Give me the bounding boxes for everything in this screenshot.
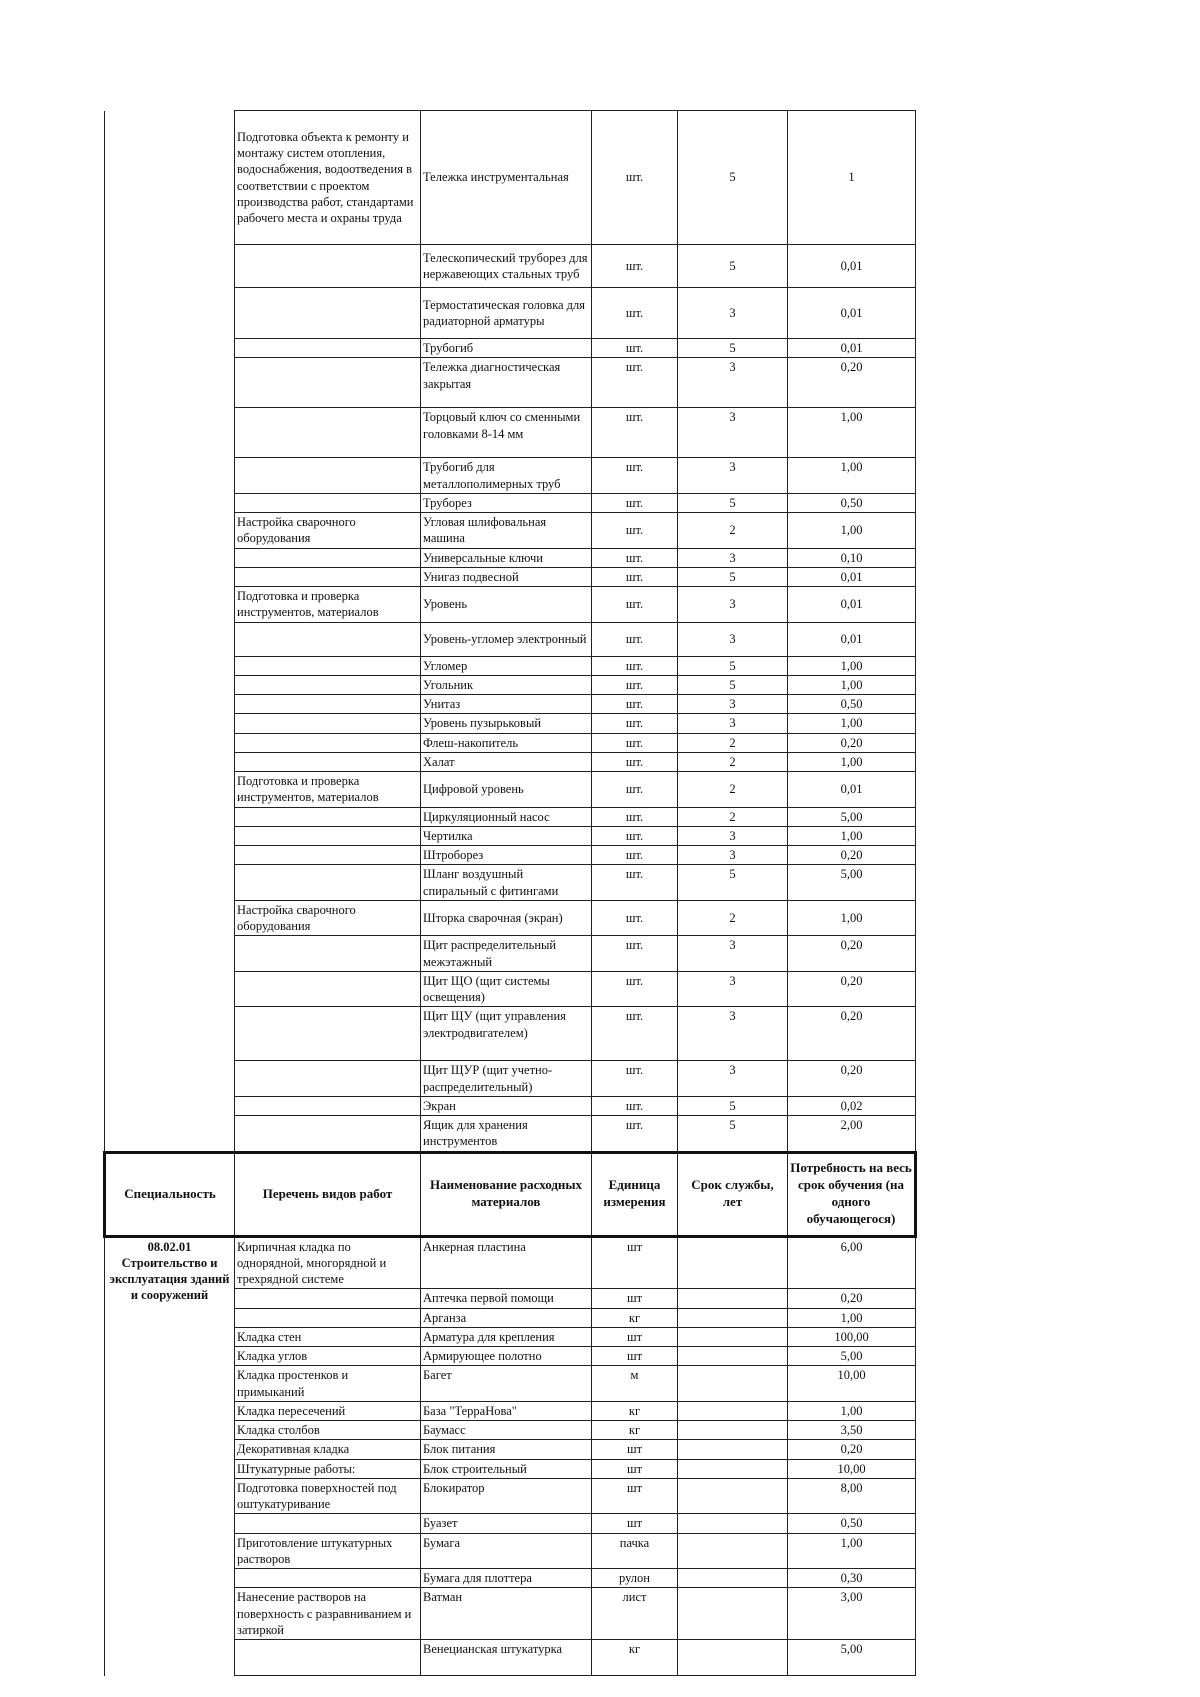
work-type-cell — [235, 971, 421, 1007]
unit-cell: шт — [592, 1459, 678, 1478]
need-cell: 1,00 — [788, 1401, 916, 1420]
material-name-cell: Багет — [421, 1366, 592, 1402]
need-cell: 0,01 — [788, 622, 916, 656]
work-type-cell: Кладка простенков и примыканий — [235, 1366, 421, 1402]
unit-cell: шт. — [592, 772, 678, 808]
work-type-cell — [235, 714, 421, 733]
work-type-cell: Декоративная кладка — [235, 1440, 421, 1459]
table-row — [105, 111, 916, 245]
work-type-cell: Настройка сварочного оборудования — [235, 900, 421, 936]
need-cell: 0,20 — [788, 1440, 916, 1459]
material-name-cell: Трубогиб — [421, 339, 592, 358]
work-type-cell: Подготовка и проверка инструментов, материалов — [235, 772, 421, 808]
table-header — [105, 1152, 916, 1236]
service-life-cell — [678, 1533, 788, 1569]
unit-cell: шт. — [592, 675, 678, 694]
work-type-cell — [235, 358, 421, 408]
material-name-cell: Баумасс — [421, 1421, 592, 1440]
material-name-cell: Экран — [421, 1096, 592, 1115]
need-cell: 0,20 — [788, 1289, 916, 1308]
material-name-cell: Щит ЩУР (щит учетно-распределительный) — [421, 1061, 592, 1097]
work-type-cell: Кладка стен — [235, 1327, 421, 1346]
upper-table-body — [105, 111, 916, 1153]
service-life-cell: 3 — [678, 971, 788, 1007]
unit-cell: шт — [592, 1347, 678, 1366]
material-name-cell: Телескопический труборез для нержавеющих стальных труб — [421, 245, 592, 288]
unit-cell: кг — [592, 1421, 678, 1440]
unit-cell: шт. — [592, 656, 678, 675]
service-life-cell: 2 — [678, 900, 788, 936]
need-cell: 1,00 — [788, 408, 916, 458]
unit-cell: шт. — [592, 826, 678, 845]
need-cell: 0,30 — [788, 1569, 916, 1588]
service-life-cell: 3 — [678, 548, 788, 567]
need-cell: 0,20 — [788, 936, 916, 972]
need-cell: 2,00 — [788, 1116, 916, 1153]
service-life-cell: 3 — [678, 587, 788, 623]
material-name-cell: Циркуляционный насос — [421, 807, 592, 826]
material-name-cell: Тележка диагностическая закрытая — [421, 358, 592, 408]
material-name-cell: Бумага для плоттера — [421, 1569, 592, 1588]
table-row — [105, 1236, 916, 1289]
need-cell: 0,50 — [788, 1514, 916, 1533]
need-cell: 8,00 — [788, 1478, 916, 1514]
unit-cell: шт — [592, 1289, 678, 1308]
need-cell: 3,50 — [788, 1421, 916, 1440]
work-type-cell — [235, 1640, 421, 1676]
header-specialty: Специальность — [105, 1152, 235, 1236]
service-life-cell — [678, 1421, 788, 1440]
unit-cell: шт. — [592, 111, 678, 245]
material-name-cell: Унитаз — [421, 695, 592, 714]
service-life-cell: 2 — [678, 772, 788, 808]
unit-cell: шт. — [592, 807, 678, 826]
material-name-cell: Аптечка первой помощи — [421, 1289, 592, 1308]
service-life-cell — [678, 1569, 788, 1588]
need-cell: 0,20 — [788, 971, 916, 1007]
need-cell: 1,00 — [788, 826, 916, 845]
unit-cell: шт. — [592, 733, 678, 752]
work-type-cell — [235, 567, 421, 586]
work-type-cell — [235, 936, 421, 972]
material-name-cell: Блок питания — [421, 1440, 592, 1459]
unit-cell: шт. — [592, 1061, 678, 1097]
service-life-cell: 3 — [678, 695, 788, 714]
material-name-cell: Шланг воздушный спиральный с фитингами — [421, 865, 592, 901]
unit-cell: шт. — [592, 695, 678, 714]
need-cell: 0,10 — [788, 548, 916, 567]
unit-cell: шт. — [592, 513, 678, 549]
header-works: Перечень видов работ — [235, 1152, 421, 1236]
service-life-cell — [678, 1401, 788, 1420]
need-cell: 0,01 — [788, 245, 916, 288]
service-life-cell — [678, 1236, 788, 1289]
need-cell: 10,00 — [788, 1459, 916, 1478]
material-name-cell: Тележка инструментальная — [421, 111, 592, 245]
work-type-cell: Кладка пересечений — [235, 1401, 421, 1420]
work-type-cell — [235, 752, 421, 771]
service-life-cell — [678, 1347, 788, 1366]
service-life-cell: 5 — [678, 245, 788, 288]
unit-cell: пачка — [592, 1533, 678, 1569]
need-cell: 0,50 — [788, 695, 916, 714]
material-name-cell: Термостатическая головка для радиаторной арматуры — [421, 288, 592, 339]
work-type-cell: Кирпичная кладка по однорядной, многорядной и трехрядной системе — [235, 1236, 421, 1289]
material-name-cell: Щит распределительный межэтажный — [421, 936, 592, 972]
need-cell: 100,00 — [788, 1327, 916, 1346]
header-materials: Наименование расходных материалов — [421, 1152, 592, 1236]
unit-cell: рулон — [592, 1569, 678, 1588]
service-life-cell: 3 — [678, 1061, 788, 1097]
service-life-cell — [678, 1327, 788, 1346]
need-cell: 1,00 — [788, 752, 916, 771]
unit-cell: шт — [592, 1478, 678, 1514]
work-type-cell — [235, 622, 421, 656]
service-life-cell — [678, 1366, 788, 1402]
need-cell: 3,00 — [788, 1588, 916, 1640]
material-name-cell: Буазет — [421, 1514, 592, 1533]
work-type-cell — [235, 1061, 421, 1097]
material-name-cell: Универсальные ключи — [421, 548, 592, 567]
service-life-cell: 5 — [678, 493, 788, 512]
service-life-cell — [678, 1478, 788, 1514]
unit-cell: шт. — [592, 971, 678, 1007]
material-name-cell: Блокиратор — [421, 1478, 592, 1514]
unit-cell: шт. — [592, 900, 678, 936]
work-type-cell — [235, 493, 421, 512]
need-cell: 0,01 — [788, 567, 916, 586]
work-type-cell — [235, 826, 421, 845]
material-name-cell: Флеш-накопитель — [421, 733, 592, 752]
service-life-cell — [678, 1514, 788, 1533]
work-type-cell: Нанесение растворов на поверхность с разравниванием и затиркой — [235, 1588, 421, 1640]
work-type-cell — [235, 408, 421, 458]
work-type-cell — [235, 807, 421, 826]
material-name-cell: Угловая шлифовальная машина — [421, 513, 592, 549]
work-type-cell — [235, 1096, 421, 1115]
service-life-cell: 5 — [678, 1096, 788, 1115]
header-need: Потребность на весь срок обучения (на одного обучающегося) — [788, 1152, 916, 1236]
service-life-cell: 3 — [678, 846, 788, 865]
work-type-cell: Настройка сварочного оборудования — [235, 513, 421, 549]
specialty-name: 08.02.01 Строительство и эксплуатация зданий и сооружений — [105, 1236, 235, 1676]
unit-cell: шт. — [592, 1096, 678, 1115]
unit-cell: шт — [592, 1327, 678, 1346]
need-cell: 5,00 — [788, 1347, 916, 1366]
unit-cell: м — [592, 1366, 678, 1402]
service-life-cell — [678, 1459, 788, 1478]
material-name-cell: Щит ЩО (щит системы освещения) — [421, 971, 592, 1007]
material-name-cell: Труборез — [421, 493, 592, 512]
unit-cell: шт — [592, 1440, 678, 1459]
work-type-cell: Подготовка объекта к ремонту и монтажу систем отопления, водоснабжения, водоотведения в соответствии с проектом производства работ, стандартами рабочего места и охраны труда — [235, 111, 421, 245]
material-name-cell: Халат — [421, 752, 592, 771]
service-life-cell: 3 — [678, 288, 788, 339]
unit-cell: шт. — [592, 567, 678, 586]
service-life-cell: 2 — [678, 807, 788, 826]
service-life-cell: 5 — [678, 111, 788, 245]
work-type-cell — [235, 865, 421, 901]
service-life-cell: 3 — [678, 1007, 788, 1061]
material-name-cell: Арматура для крепления — [421, 1327, 592, 1346]
material-name-cell: Угольник — [421, 675, 592, 694]
service-life-cell: 2 — [678, 752, 788, 771]
service-life-cell: 3 — [678, 408, 788, 458]
work-type-cell — [235, 1514, 421, 1533]
material-name-cell: Венецианская штукатурка — [421, 1640, 592, 1676]
unit-cell: кг — [592, 1401, 678, 1420]
work-type-cell: Штукатурные работы: — [235, 1459, 421, 1478]
need-cell: 5,00 — [788, 865, 916, 901]
material-name-cell: Уровень — [421, 587, 592, 623]
work-type-cell — [235, 1116, 421, 1153]
need-cell: 1 — [788, 111, 916, 245]
need-cell: 1,00 — [788, 656, 916, 675]
service-life-cell: 3 — [678, 826, 788, 845]
service-life-cell: 5 — [678, 675, 788, 694]
unit-cell: шт. — [592, 493, 678, 512]
material-name-cell: Трубогиб для металлополимерных труб — [421, 458, 592, 494]
lower-table-body — [105, 1236, 916, 1676]
service-life-cell — [678, 1308, 788, 1327]
material-name-cell: Угломер — [421, 656, 592, 675]
need-cell: 0,01 — [788, 587, 916, 623]
work-type-cell — [235, 1007, 421, 1061]
unit-cell: шт. — [592, 288, 678, 339]
service-life-cell — [678, 1440, 788, 1459]
work-type-cell — [235, 733, 421, 752]
material-name-cell: Анкерная пластина — [421, 1236, 592, 1289]
need-cell: 0,20 — [788, 1061, 916, 1097]
material-name-cell: Арганза — [421, 1308, 592, 1327]
service-life-cell: 5 — [678, 865, 788, 901]
work-type-cell — [235, 458, 421, 494]
service-life-cell: 3 — [678, 458, 788, 494]
work-type-cell — [235, 245, 421, 288]
work-type-cell — [235, 675, 421, 694]
unit-cell: кг — [592, 1308, 678, 1327]
material-name-cell: Бумага — [421, 1533, 592, 1569]
material-name-cell: Торцовый ключ со сменными головками 8-14 мм — [421, 408, 592, 458]
need-cell: 0,20 — [788, 358, 916, 408]
material-name-cell: Ящик для хранения инструментов — [421, 1116, 592, 1153]
need-cell: 0,01 — [788, 288, 916, 339]
unit-cell: шт. — [592, 339, 678, 358]
work-type-cell: Подготовка и проверка инструментов, материалов — [235, 587, 421, 623]
need-cell: 0,20 — [788, 846, 916, 865]
service-life-cell: 5 — [678, 567, 788, 586]
material-name-cell: Блок строительный — [421, 1459, 592, 1478]
material-name-cell: Ватман — [421, 1588, 592, 1640]
unit-cell: шт. — [592, 587, 678, 623]
unit-cell: шт. — [592, 846, 678, 865]
material-name-cell: Чертилка — [421, 826, 592, 845]
service-life-cell: 3 — [678, 714, 788, 733]
unit-cell: шт. — [592, 245, 678, 288]
work-type-cell — [235, 695, 421, 714]
need-cell: 0,20 — [788, 733, 916, 752]
work-type-cell: Кладка столбов — [235, 1421, 421, 1440]
unit-cell: лист — [592, 1588, 678, 1640]
need-cell: 6,00 — [788, 1236, 916, 1289]
need-cell: 0,01 — [788, 339, 916, 358]
service-life-cell: 2 — [678, 513, 788, 549]
material-name-cell: База "ТерраНова" — [421, 1401, 592, 1420]
service-life-cell: 5 — [678, 339, 788, 358]
service-life-cell: 2 — [678, 733, 788, 752]
service-life-cell: 5 — [678, 656, 788, 675]
service-life-cell: 3 — [678, 622, 788, 656]
work-type-cell — [235, 548, 421, 567]
unit-cell: шт — [592, 1514, 678, 1533]
specialty-cell-empty — [105, 111, 235, 1153]
need-cell: 0,01 — [788, 772, 916, 808]
unit-cell: кг — [592, 1640, 678, 1676]
work-type-cell — [235, 1308, 421, 1327]
need-cell: 1,00 — [788, 513, 916, 549]
need-cell: 10,00 — [788, 1366, 916, 1402]
work-type-cell: Кладка углов — [235, 1347, 421, 1366]
need-cell: 5,00 — [788, 1640, 916, 1676]
work-type-cell — [235, 339, 421, 358]
material-name-cell: Штроборез — [421, 846, 592, 865]
unit-cell: шт. — [592, 622, 678, 656]
material-name-cell: Уровень-угломер электронный — [421, 622, 592, 656]
work-type-cell — [235, 846, 421, 865]
header-unit: Единица измерения — [592, 1152, 678, 1236]
unit-cell: шт. — [592, 865, 678, 901]
unit-cell: шт. — [592, 752, 678, 771]
work-type-cell: Приготовление штукатурных растворов — [235, 1533, 421, 1569]
unit-cell: шт. — [592, 1007, 678, 1061]
need-cell: 1,00 — [788, 714, 916, 733]
service-life-cell — [678, 1640, 788, 1676]
material-name-cell: Цифровой уровень — [421, 772, 592, 808]
unit-cell: шт. — [592, 714, 678, 733]
service-life-cell: 3 — [678, 358, 788, 408]
work-type-cell — [235, 1569, 421, 1588]
unit-cell: шт. — [592, 458, 678, 494]
service-life-cell: 5 — [678, 1116, 788, 1153]
unit-cell: шт. — [592, 1116, 678, 1153]
material-name-cell: Щит ЩУ (щит управления электродвигателем) — [421, 1007, 592, 1061]
material-name-cell: Шторка сварочная (экран) — [421, 900, 592, 936]
materials-table — [103, 110, 917, 1676]
unit-cell: шт — [592, 1236, 678, 1289]
work-type-cell — [235, 1289, 421, 1308]
header-life: Срок службы, лет — [678, 1152, 788, 1236]
service-life-cell — [678, 1588, 788, 1640]
unit-cell: шт. — [592, 358, 678, 408]
need-cell: 1,00 — [788, 1533, 916, 1569]
work-type-cell: Подготовка поверхностей под оштукатуривание — [235, 1478, 421, 1514]
material-name-cell: Унигаз подвесной — [421, 567, 592, 586]
work-type-cell — [235, 288, 421, 339]
need-cell: 0,20 — [788, 1007, 916, 1061]
material-name-cell: Армирующее полотно — [421, 1347, 592, 1366]
need-cell: 1,00 — [788, 900, 916, 936]
unit-cell: шт. — [592, 408, 678, 458]
need-cell: 1,00 — [788, 1308, 916, 1327]
unit-cell: шт. — [592, 548, 678, 567]
need-cell: 1,00 — [788, 458, 916, 494]
material-name-cell: Уровень пузырьковый — [421, 714, 592, 733]
need-cell: 5,00 — [788, 807, 916, 826]
need-cell: 1,00 — [788, 675, 916, 694]
need-cell: 0,02 — [788, 1096, 916, 1115]
service-life-cell: 3 — [678, 936, 788, 972]
work-type-cell — [235, 656, 421, 675]
service-life-cell — [678, 1289, 788, 1308]
need-cell: 0,50 — [788, 493, 916, 512]
unit-cell: шт. — [592, 936, 678, 972]
